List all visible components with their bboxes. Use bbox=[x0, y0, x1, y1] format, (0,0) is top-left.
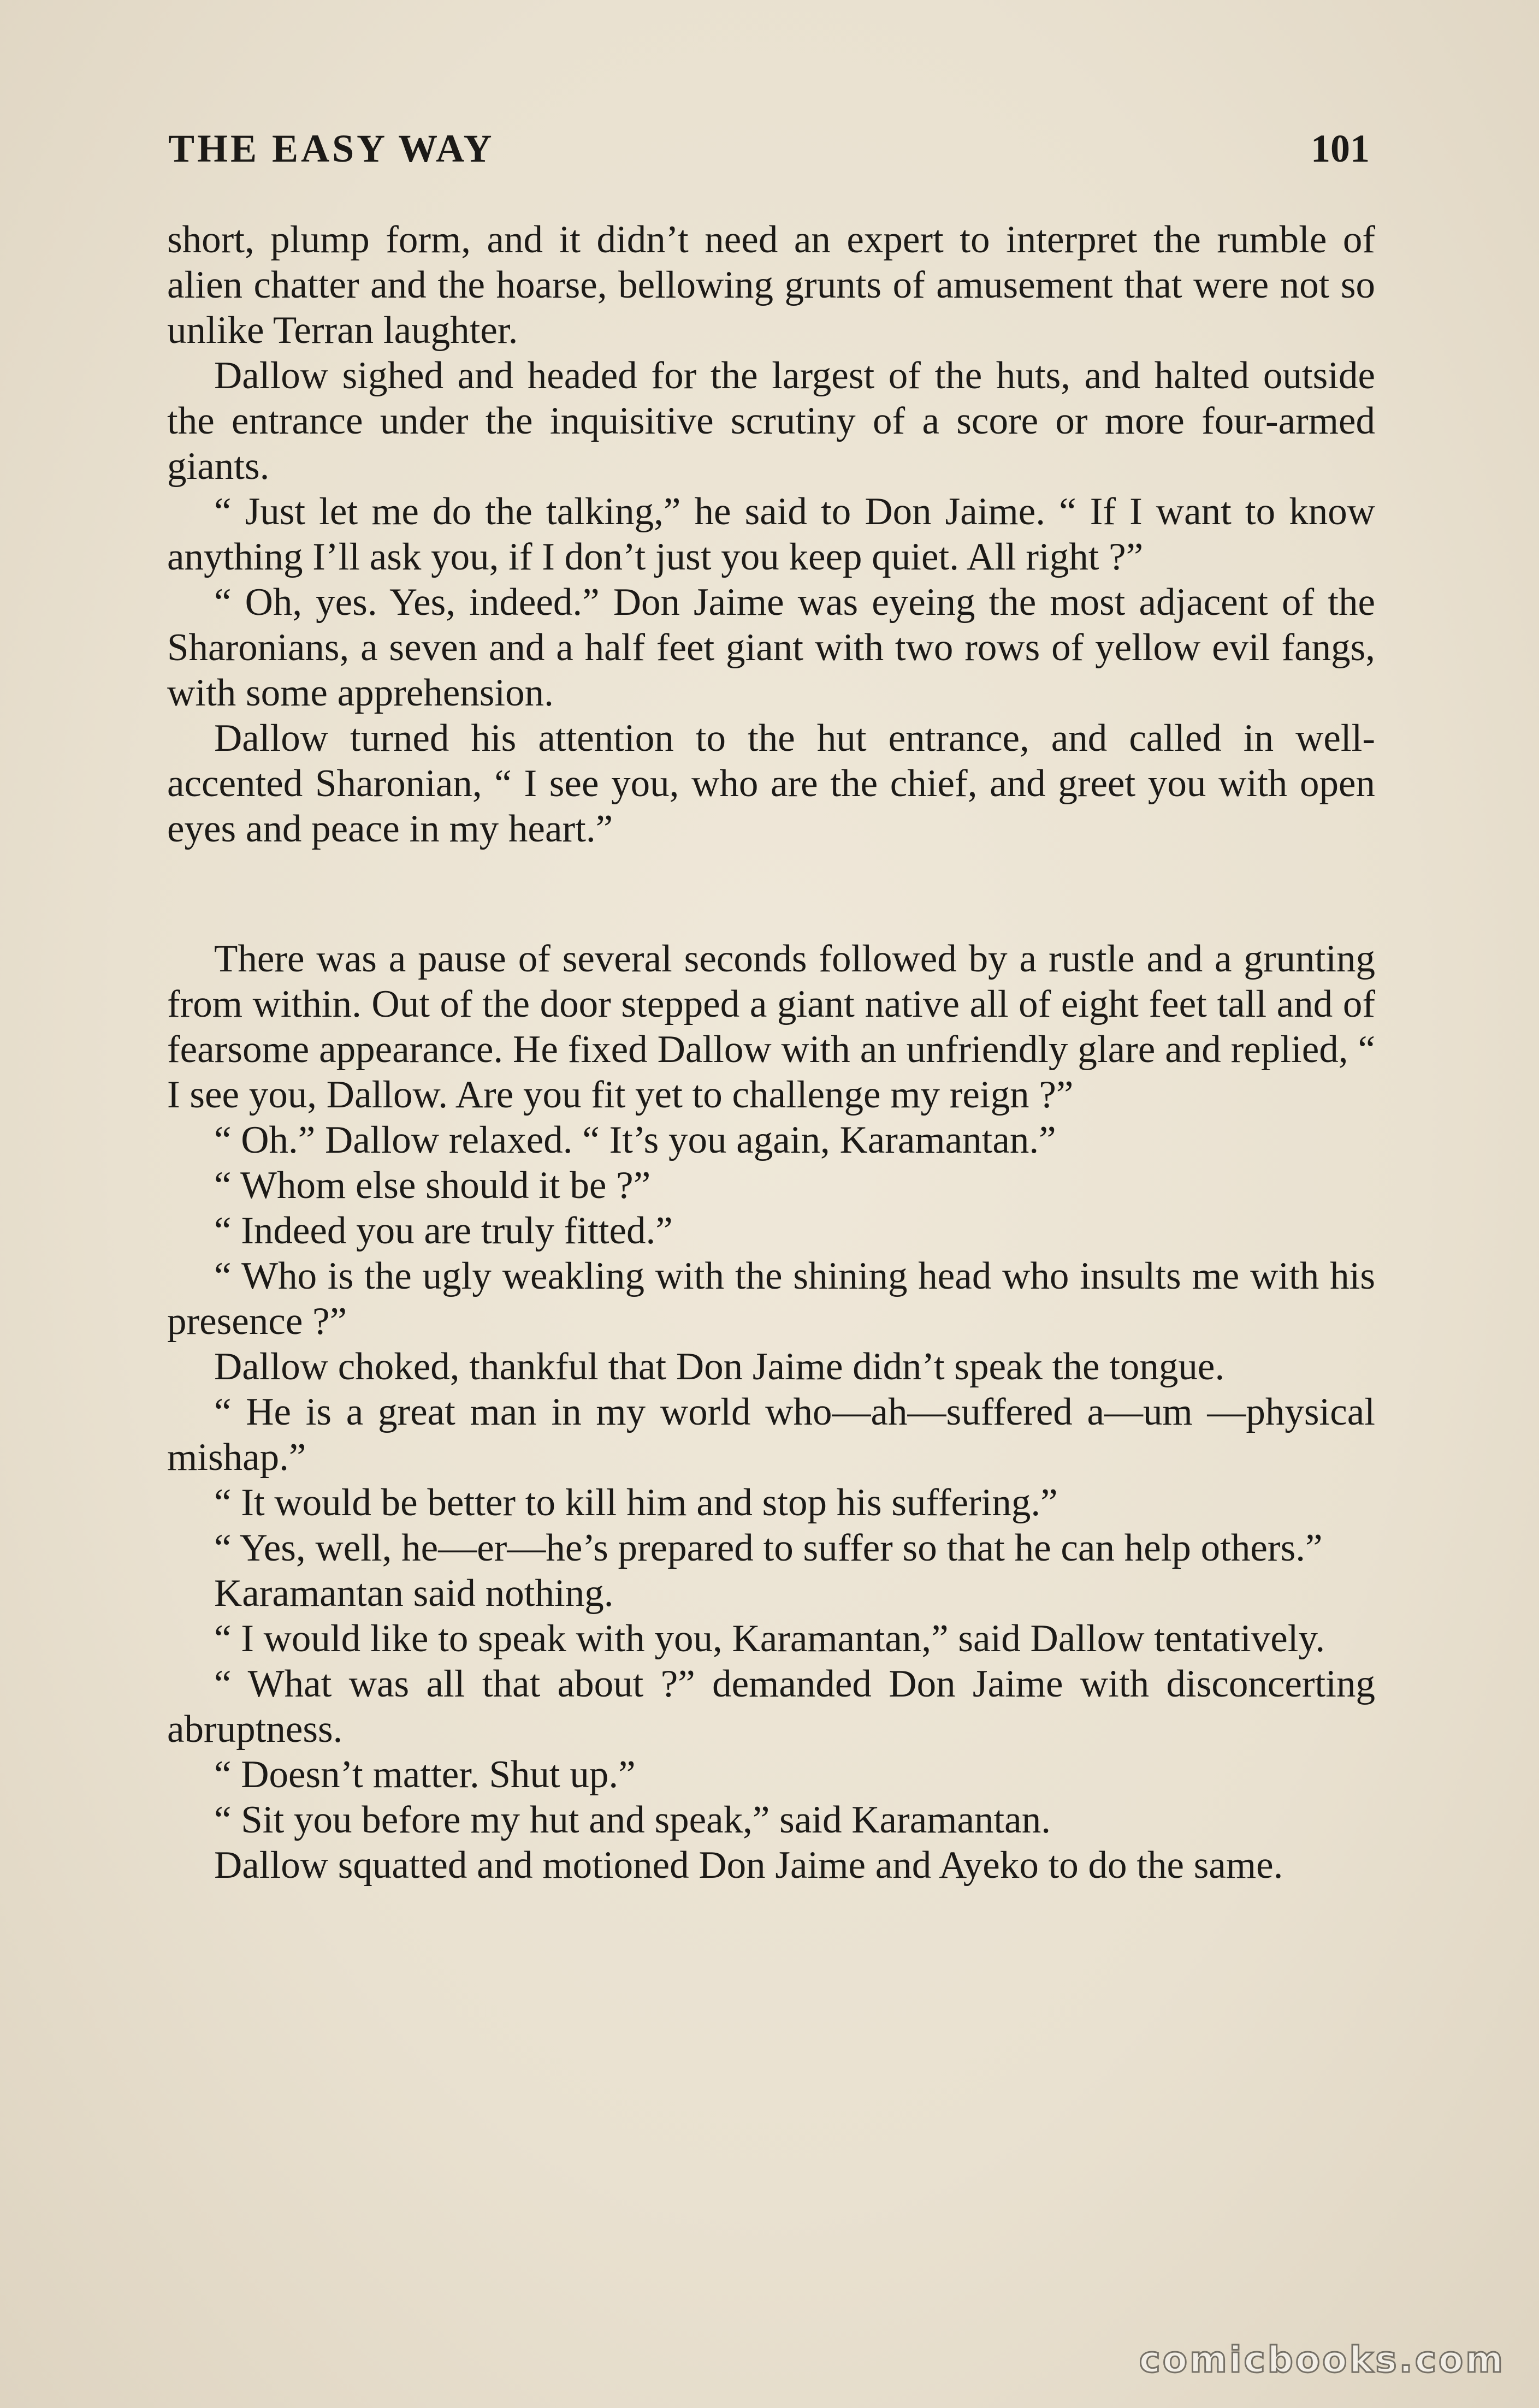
paragraph: “ Oh.” Dallow relaxed. “ It’s you again, Karamantan.” bbox=[214, 1119, 1056, 1161]
body-text bbox=[167, 217, 1375, 1888]
page-header bbox=[168, 121, 1370, 176]
paragraph: Dallow sighed and headed for the largest of the huts, and halted outside the entrance under the inquisitive scrutiny of a score or more four-armed giants. bbox=[167, 354, 1375, 488]
paragraph: “ What was all that about ?” demanded Don Jaime with disconcerting abruptness. bbox=[167, 1663, 1375, 1751]
paragraph: “ Just let me do the talking,” he said to Don Jaime. “ If I want to know anything I’ll ask you, if I don’t just you keep quiet. All right ?” bbox=[167, 490, 1375, 578]
paragraph: “ Doesn’t matter. Shut up.” bbox=[214, 1753, 636, 1796]
running-title: THE EASY WAY bbox=[168, 127, 495, 170]
paragraph: Karamantan said nothing. bbox=[214, 1572, 614, 1615]
watermark-logo: comicbooks.com bbox=[1139, 2339, 1505, 2381]
paragraph: There was a pause of several seconds followed by a rustle and a grunting from within. Out of the door stepped a giant native all of eight feet tall and of fearsome appearance. He fixed Dallow with an unfriendly glare and replied, “ I see you, Dallow. Are you fit yet to challenge my reign ?” bbox=[167, 938, 1375, 1116]
paragraph: Dallow turned his attention to the hut entrance, and called in well-accented Sharonian, “ I see you, who are the chief, and greet you with open eyes and peace in my heart.” bbox=[167, 717, 1375, 850]
paragraph: “ Whom else should it be ?” bbox=[214, 1164, 651, 1207]
paragraph: “ I would like to speak with you, Karamantan,” said Dallow tentatively. bbox=[214, 1617, 1325, 1660]
paragraph: “ Indeed you are truly fitted.” bbox=[214, 1209, 673, 1252]
page-number: 101 bbox=[1311, 127, 1370, 170]
paragraph: “ Oh, yes. Yes, indeed.” Don Jaime was eyeing the most adjacent of the Sharonians, a seven and a half feet giant with two rows of yellow evil fangs, with some apprehension. bbox=[167, 581, 1375, 714]
paragraph: short, plump form, and it didn’t need an expert to interpret the rumble of alien chatter and the hoarse, bellowing grunts of amusement that were not so unlike Terran laughter. bbox=[167, 218, 1375, 352]
paragraph: Dallow choked, thankful that Don Jaime didn’t speak the tongue. bbox=[214, 1345, 1225, 1388]
paragraph: “ Who is the ugly weakling with the shining head who insults me with his presence ?” bbox=[167, 1255, 1375, 1343]
paragraph: “ It would be better to kill him and stop his suffering.” bbox=[214, 1481, 1058, 1524]
section-break bbox=[167, 852, 1375, 936]
paragraph: “ Sit you before my hut and speak,” said Karamantan. bbox=[214, 1799, 1051, 1841]
paragraph: “ He is a great man in my world who—ah—suffered a—um —physical mishap.” bbox=[167, 1391, 1375, 1479]
paragraph: Dallow squatted and motioned Don Jaime and Ayeko to do the same. bbox=[214, 1844, 1283, 1887]
paragraph: “ Yes, well, he—er—he’s prepared to suffer so that he can help others.” bbox=[214, 1527, 1323, 1569]
